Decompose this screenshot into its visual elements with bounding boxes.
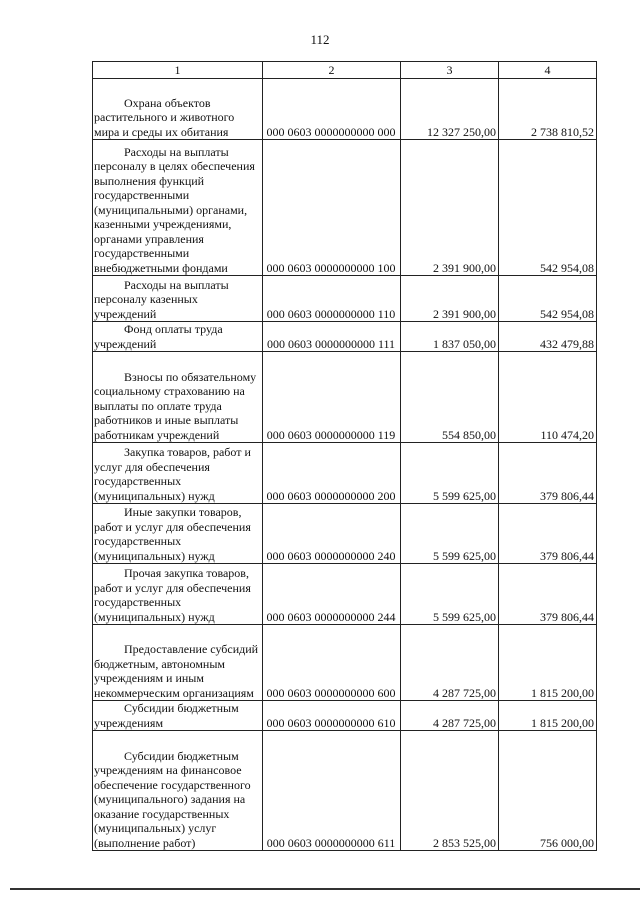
amount-col4-cell: 379 806,44 — [499, 504, 597, 564]
amount-col4-cell: 542 954,08 — [499, 140, 597, 276]
table-row — [93, 352, 597, 443]
column-header-3: 3 — [401, 62, 499, 79]
table-row — [93, 443, 597, 504]
table-row — [93, 140, 597, 276]
budget-code-cell: 000 0603 0000000000 611 — [263, 731, 401, 851]
column-header-2: 2 — [263, 62, 401, 79]
budget-code-cell: 000 0603 0000000000 110 — [263, 276, 401, 322]
amount-col3-cell: 1 837 050,00 — [401, 322, 499, 352]
amount-col3-cell: 554 850,00 — [401, 352, 499, 443]
amount-col4-cell: 432 479,88 — [499, 322, 597, 352]
budget-code-cell: 000 0603 0000000000 200 — [263, 443, 401, 504]
expense-name-cell: Субсидии бюджетным учреждениям — [93, 701, 263, 731]
expense-name-cell: Расходы на выплаты персоналу казенных учреждений — [93, 276, 263, 322]
budget-code-cell: 000 0603 0000000000 100 — [263, 140, 401, 276]
amount-col3-cell: 4 287 725,00 — [401, 625, 499, 701]
expense-name-cell: Расходы на выплаты персоналу в целях обеспечения выполнения функций государственными (муниципальными) органами, казенными учреждениями, органами управления государственными внебюджетными фондами — [93, 140, 263, 276]
amount-col4-cell: 2 738 810,52 — [499, 79, 597, 140]
amount-col3-cell: 12 327 250,00 — [401, 79, 499, 140]
expense-name-cell: Взносы по обязательному социальному страхованию на выплаты по оплате труда работников и иные выплаты работникам учреждений — [93, 352, 263, 443]
budget-code-cell: 000 0603 0000000000 000 — [263, 79, 401, 140]
amount-col4-cell: 379 806,44 — [499, 443, 597, 504]
amount-col4-cell: 1 815 200,00 — [499, 701, 597, 731]
budget-table — [92, 61, 597, 851]
budget-code-cell: 000 0603 0000000000 600 — [263, 625, 401, 701]
amount-col3-cell: 5 599 625,00 — [401, 504, 499, 564]
expense-name-cell: Закупка товаров, работ и услуг для обеспечения государственных (муниципальных) нужд — [93, 443, 263, 504]
table-row — [93, 564, 597, 625]
amount-col3-cell: 5 599 625,00 — [401, 443, 499, 504]
amount-col3-cell: 2 853 525,00 — [401, 731, 499, 851]
amount-col4-cell: 379 806,44 — [499, 564, 597, 625]
expense-name-cell: Фонд оплаты труда учреждений — [93, 322, 263, 352]
budget-code-cell: 000 0603 0000000000 610 — [263, 701, 401, 731]
table-row — [93, 731, 597, 851]
amount-col3-cell: 2 391 900,00 — [401, 140, 499, 276]
budget-code-cell: 000 0603 0000000000 119 — [263, 352, 401, 443]
table-row — [93, 79, 597, 140]
amount-col3-cell: 4 287 725,00 — [401, 701, 499, 731]
table-row — [93, 504, 597, 564]
expense-name-cell: Предоставление субсидий бюджетным, автономным учреждениям и иным некоммерческим организациям — [93, 625, 263, 701]
column-header-4: 4 — [499, 62, 597, 79]
expense-name-cell: Субсидии бюджетным учреждениям на финансовое обеспечение государственного (муниципального) задания на оказание государственных (муниципальных) услуг (выполнение работ) — [93, 731, 263, 851]
amount-col4-cell: 542 954,08 — [499, 276, 597, 322]
table-row — [93, 625, 597, 701]
page-number: 112 — [310, 32, 330, 47]
table-header-row — [93, 62, 597, 79]
budget-code-cell: 000 0603 0000000000 244 — [263, 564, 401, 625]
budget-code-cell: 000 0603 0000000000 240 — [263, 504, 401, 564]
amount-col4-cell: 1 815 200,00 — [499, 625, 597, 701]
column-header-1: 1 — [93, 62, 263, 79]
expense-name-cell: Прочая закупка товаров, работ и услуг для обеспечения государственных (муниципальных) нужд — [93, 564, 263, 625]
bottom-edge-line — [10, 888, 640, 890]
table-row — [93, 276, 597, 322]
budget-code-cell: 000 0603 0000000000 111 — [263, 322, 401, 352]
amount-col4-cell: 756 000,00 — [499, 731, 597, 851]
expense-name-cell: Иные закупки товаров, работ и услуг для обеспечения государственных (муниципальных) нужд — [93, 504, 263, 564]
amount-col3-cell: 2 391 900,00 — [401, 276, 499, 322]
amount-col4-cell: 110 474,20 — [499, 352, 597, 443]
amount-col3-cell: 5 599 625,00 — [401, 564, 499, 625]
table-row — [93, 322, 597, 352]
table-row — [93, 701, 597, 731]
expense-name-cell: Охрана объектов растительного и животного мира и среды их обитания — [93, 79, 263, 140]
